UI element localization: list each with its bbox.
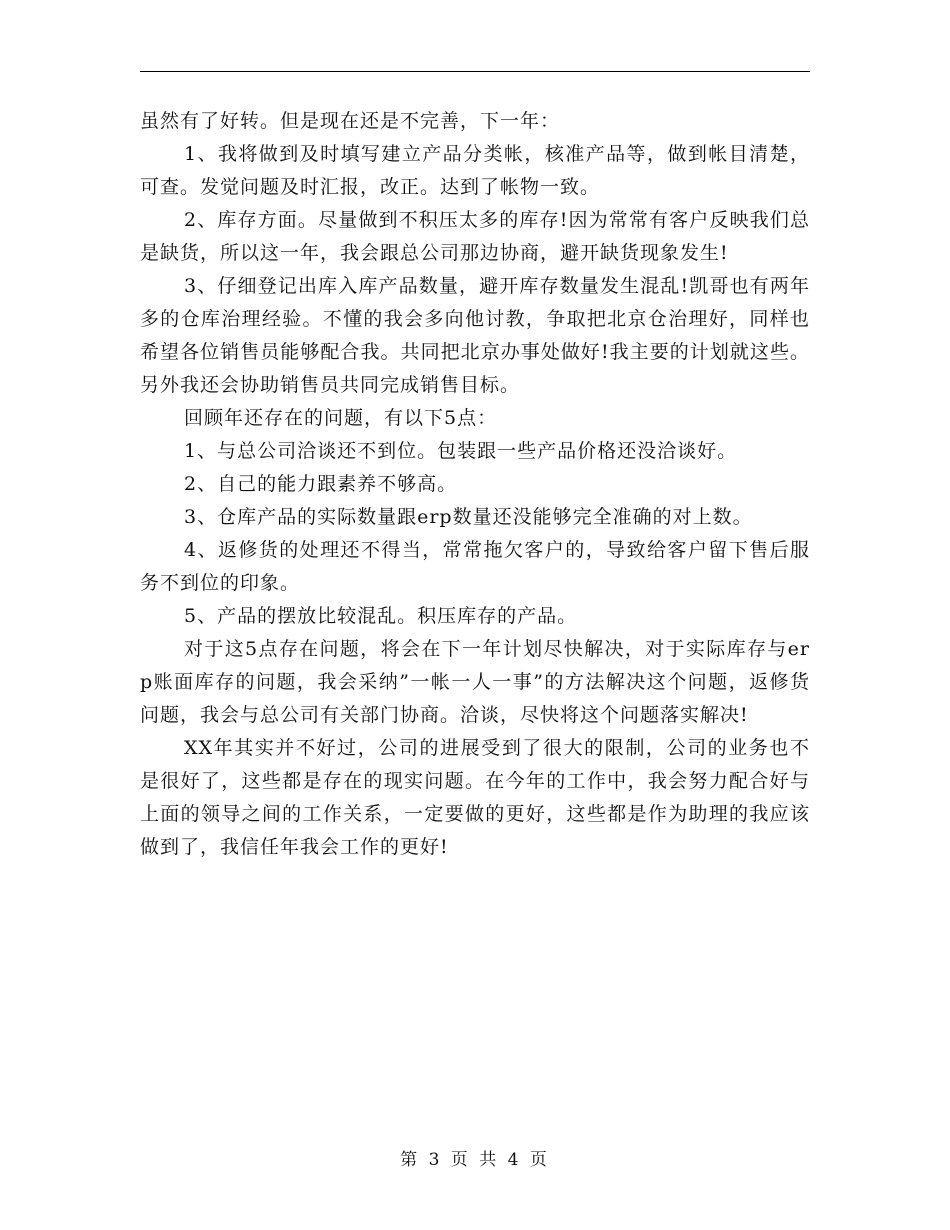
paragraph-problem-1: 1、与总公司洽谈还不到位。包装跟一些产品价格还没洽谈好。 — [184, 440, 738, 462]
header-rule — [140, 71, 810, 72]
paragraph-intro: 虽然有了好转。但是现在还是不完善，下一年： — [140, 110, 561, 132]
paragraph-plan-2: 2、库存方面。尽量做到不积压太多的库存!因为常常有客户反映我们总是缺货，所以这一年，我会跟总公司那边协商，避开缺货现象发生! — [140, 209, 810, 264]
paragraph-problem-4: 4、返修货的处理还不得当，常常拖欠客户的，导致给客户留下售后服务不到位的印象。 — [140, 539, 810, 594]
paragraph-closing: XX年其实并不好过，公司的进展受到了很大的限制，公司的业务也不是很好了，这些都是存在的现实问题。在今年的工作中，我会努力配合好与上面的领导之间的工作关系，一定要做的更好，这些都是作为助理的我应该做到了，我信任年我会工作的更好! — [140, 737, 810, 858]
page-number-footer: 第 3 页 共 4 页 — [400, 1150, 550, 1170]
paragraph-solutions: 对于这5点存在问题，将会在下一年计划尽快解决，对于实际库存与erp账面库存的问题，我会采纳”一帐一人一事”的方法解决这个问题，返修货问题，我会与总公司有关部门协商。洽谈，尽快将这个问题落实解决! — [140, 638, 810, 726]
paragraph-problems-heading: 回顾年还存在的问题，有以下5点： — [184, 407, 498, 429]
paragraph-problem-3: 3、仓库产品的实际数量跟erp数量还没能够完全准确的对上数。 — [184, 506, 753, 528]
paragraph-problem-5: 5、产品的摆放比较混乱。积压库存的产品。 — [184, 605, 578, 627]
paragraph-plan-1: 1、我将做到及时填写建立产品分类帐，核准产品等，做到帐目清楚，可查。发觉问题及时汇报，改正。达到了帐物一致。 — [140, 143, 810, 198]
paragraph-problem-2: 2、自己的能力跟素养不够高。 — [184, 473, 458, 495]
document-body — [140, 105, 810, 864]
paragraph-plan-3: 3、仔细登记出库入库产品数量，避开库存数量发生混乱!凯哥也有两年多的仓库治理经验。不懂的我会多向他讨教，争取把北京仓治理好，同样也希望各位销售员能够配合我。共同把北京办事处做好!我主要的计划就这些。另外我还会协助销售员共同完成销售目标。 — [140, 275, 810, 396]
